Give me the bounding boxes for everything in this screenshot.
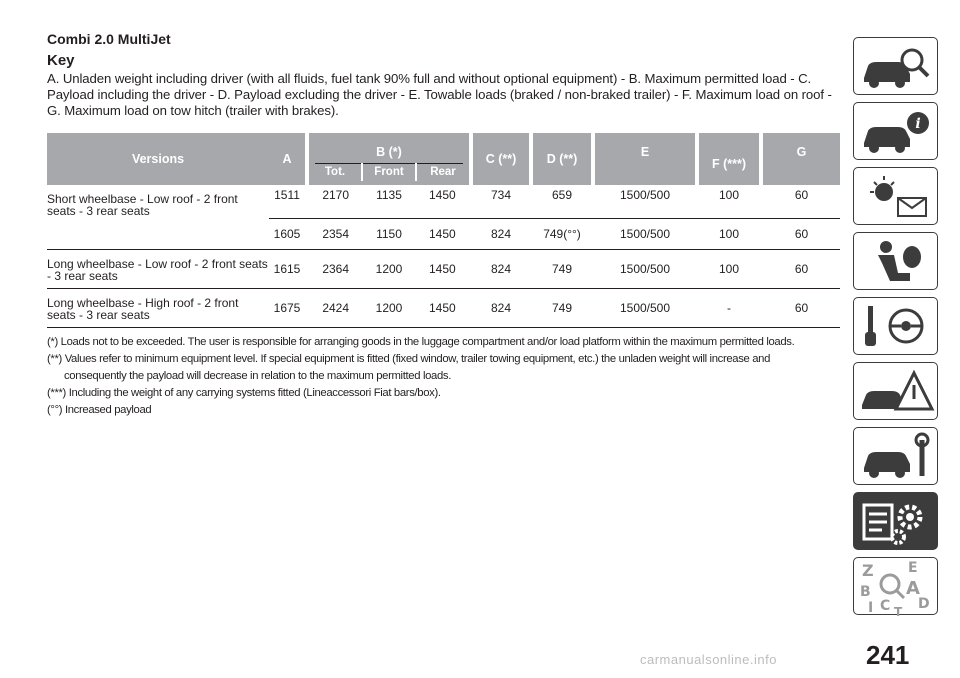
cell-b-group xyxy=(309,219,469,250)
cell-b-group xyxy=(309,185,469,219)
footnote-payload: (°°) Increased payload xyxy=(47,404,152,416)
weights-table xyxy=(47,133,840,328)
tab-warning-lights[interactable] xyxy=(853,167,938,225)
svg-text:E: E xyxy=(908,560,918,576)
cell-g: 60 xyxy=(763,185,840,219)
cell-a: 1511 xyxy=(269,185,305,219)
specs-gear-icon xyxy=(854,493,939,551)
cell-b-total: 2354 xyxy=(322,227,350,241)
cell-f: - xyxy=(699,289,759,328)
header-b-front: Front xyxy=(374,166,404,178)
cell-f: 100 xyxy=(699,185,759,219)
header-b-rule xyxy=(315,163,463,164)
svg-text:C: C xyxy=(880,598,891,614)
header-b-rear: Rear xyxy=(430,166,456,178)
header-f: F (***) xyxy=(699,133,759,185)
cell-b-front: 1200 xyxy=(375,301,403,315)
svg-text:T: T xyxy=(894,605,903,616)
row-version: Long wheelbase - High roof - 2 front seats - 3 rear seats xyxy=(47,289,269,328)
header-e: E xyxy=(595,133,695,185)
svg-text:i: i xyxy=(915,116,921,132)
cell-b-rear: 1450 xyxy=(428,188,456,202)
cell-e: 1500/500 xyxy=(595,185,695,219)
table-row xyxy=(47,289,840,328)
row-version: Short wheelbase - Low roof - 2 front seats - 3 rear seats xyxy=(47,185,269,250)
cell-g: 60 xyxy=(763,219,840,250)
cell-g: 60 xyxy=(763,250,840,289)
cell-d: 659 xyxy=(533,185,591,219)
svg-text:B: B xyxy=(860,584,871,600)
row-version: Long wheelbase - Low roof - 2 front seats - 3 rear seats xyxy=(47,250,269,289)
watermark: carmanualsonline.info xyxy=(640,652,777,667)
airbag-seat-icon xyxy=(854,233,939,291)
cell-g: 60 xyxy=(763,289,840,328)
warning-lights-icon xyxy=(854,168,939,226)
tab-car-info[interactable] xyxy=(853,102,938,160)
chapter-tabs xyxy=(853,37,940,622)
cell-a: 1615 xyxy=(269,250,305,289)
svg-text:Z: Z xyxy=(862,561,874,580)
cell-b-total: 2364 xyxy=(322,262,350,276)
header-b-total: Tot. xyxy=(324,166,346,178)
svg-text:I: I xyxy=(868,600,874,616)
car-info-icon xyxy=(854,103,939,161)
cell-e: 1500/500 xyxy=(595,219,695,250)
key-title: Key xyxy=(47,52,75,69)
svg-text:D: D xyxy=(918,596,930,612)
cell-b-group xyxy=(309,289,469,328)
key-steering-wheel-icon xyxy=(854,298,939,356)
header-d: D (**) xyxy=(533,133,591,185)
key-text: A. Unladen weight including driver (with all fluids, fuel tank 90% full and without optional equipment) - B. Maximum permitted load - C. Payload including the driver - D. Payload excluding the driver - E. Towable loads (braked / non-braked trailer) - F. Maximum load on roof - G. Maximum load on tow hitch (trailer with brakes). xyxy=(47,71,832,118)
cell-c: 734 xyxy=(473,185,529,219)
header-versions: Versions xyxy=(131,152,185,166)
cell-b-group xyxy=(309,250,469,289)
cell-b-total: 2170 xyxy=(322,188,350,202)
table-row xyxy=(47,185,840,219)
index-az-icon xyxy=(854,558,939,616)
car-wrench-icon xyxy=(854,428,939,486)
tab-index[interactable] xyxy=(853,557,938,615)
cell-c: 824 xyxy=(473,250,529,289)
table-row xyxy=(47,250,840,289)
cell-f: 100 xyxy=(699,219,759,250)
cell-b-total: 2424 xyxy=(322,301,350,315)
page-heading: Combi 2.0 MultiJet xyxy=(47,31,171,47)
cell-b-front: 1150 xyxy=(376,227,402,241)
cell-b-front: 1200 xyxy=(375,262,403,276)
cell-a: 1605 xyxy=(269,219,305,250)
footnotes xyxy=(47,334,840,419)
cell-b-rear: 1450 xyxy=(428,262,456,276)
table-header-row xyxy=(47,133,840,185)
cell-e: 1500/500 xyxy=(595,250,695,289)
cell-a: 1675 xyxy=(269,289,305,328)
cell-e: 1500/500 xyxy=(595,289,695,328)
car-hazard-icon xyxy=(854,363,939,421)
footnote-carrying: (***) Including the weight of any carrying systems fitted (Lineaccessori Fiat bars/box). xyxy=(47,387,441,399)
page-number: 241 xyxy=(866,640,910,670)
footnote-equipment-cont: consequently the payload will decrease in relation to the maximum permitted loads. xyxy=(64,370,451,382)
cell-d: 749 xyxy=(533,289,591,328)
cell-b-front: 1135 xyxy=(376,188,402,202)
tab-car-hazard[interactable] xyxy=(853,362,938,420)
header-b-group xyxy=(309,133,469,185)
svg-text:A: A xyxy=(906,578,920,599)
tab-specs[interactable] xyxy=(853,492,938,550)
header-a: A xyxy=(282,152,292,166)
tab-car-wrench[interactable] xyxy=(853,427,938,485)
cell-d: 749(°°) xyxy=(533,219,591,250)
footnote-equipment: (**) Values refer to minimum equipment level. If special equipment is fitted (fixed window, trailer towing equipment, etc.) the unladen weight will increase and xyxy=(47,353,771,365)
tab-airbag-seat[interactable] xyxy=(853,232,938,290)
cell-b-rear: 1450 xyxy=(428,301,456,315)
header-b: B (*) xyxy=(376,145,402,159)
header-g: G xyxy=(763,133,840,185)
car-search-icon xyxy=(854,38,939,96)
tab-key-steering[interactable] xyxy=(853,297,938,355)
cell-d: 749 xyxy=(533,250,591,289)
cell-f: 100 xyxy=(699,250,759,289)
tab-car-search[interactable] xyxy=(853,37,938,95)
cell-c: 824 xyxy=(473,219,529,250)
cell-c: 824 xyxy=(473,289,529,328)
header-versions-a xyxy=(47,133,305,185)
page-content xyxy=(47,30,840,419)
header-c: C (**) xyxy=(473,133,529,185)
footnote-loads: (*) Loads not to be exceeded. The user is responsible for arranging goods in the luggage compartment and/or load platform within the maximum permitted loads. xyxy=(47,336,795,348)
cell-b-rear: 1450 xyxy=(428,227,456,241)
